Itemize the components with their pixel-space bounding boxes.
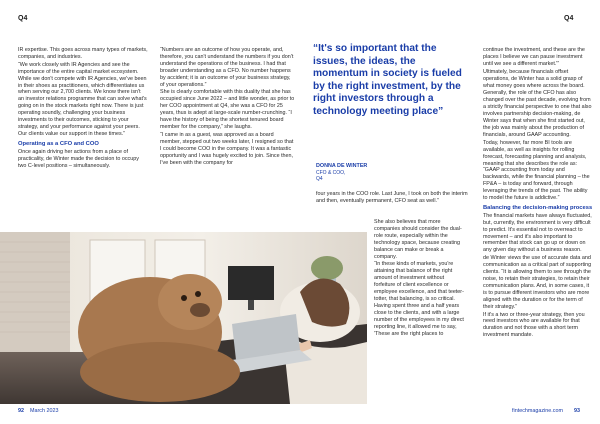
column-2 <box>160 47 296 167</box>
column-3-top <box>316 191 468 206</box>
column-3-wrap <box>374 219 466 338</box>
role-line: CFO & COO, <box>316 170 346 176</box>
paragraph: Generally, the role of the CFO has also changed over the past decade, evolving from a strictly financial perspective to one that also involves partnership decision-making, de Winter says that when she first started out, the job was mainly about the production of financials, around GAAP accounting. <box>483 90 592 138</box>
left-issue-date: March 2023 <box>30 408 59 414</box>
paragraph: four years in the COO role. Last June, I took on both the interim and then, eventually permanent, CFO seat as well.” <box>316 191 468 204</box>
paragraph: Today, however, far more BI tools are available, as well as insights for rolling forecast, forecasting planning and analysis, meaning that she describes the role as: “GAAP accounting from today and backwards, while the financial planning – the FP&A – is today and forward, through leveraging the trends of the past. The ability to model the future is addictive.” <box>483 139 590 202</box>
subheading: Operating as a CFO and COO <box>18 140 99 147</box>
column-1 <box>18 47 148 170</box>
paragraph: If it's a two or three-year strategy, then you need investors who are available for that duration and not those with a short term investment mandate. <box>483 311 585 339</box>
paragraph: “In these kinds of markets, you're attaining that balance of the right amount of investment without forfeiture of client excellence or employee excellence, and that teeter-totter, that balancing, is so critical. Having spent three and a half years close to the clients, and with a large number of the employees in my direct reporting line, it allowed me to say, 'These are the right places to <box>374 261 464 337</box>
paragraph: continue the investment, and these are the places I believe we can pause investment until we see a different market.'” <box>483 47 585 67</box>
paragraph: Ultimately, because financials offset operations, de Winter has a solid grasp of what money goes where across the board. <box>483 68 585 89</box>
column-4 <box>483 47 593 340</box>
paragraph: She also believes that more companies should consider the dual-role route, especially within the technology space, because creating balance can make or break a company. <box>374 219 462 260</box>
paragraph: The financial markets have always fluctuated, but, currently, the environment is very difficult to predict. It's essential not to overreact to movement – and it's also important to remember that stock can go up or down on any given day without a business reason. <box>483 212 592 254</box>
paragraph: de Winter views the use of accurate data and communication as a critical part of supporting clients. “It is allowing them to see through the noise, to retain their strategies, to retain their communication plans. And, in some cases, it is to pursue different investors who are more aligned with the duration or for the term of their strategy.” <box>483 255 592 310</box>
office-photo <box>0 232 367 404</box>
pull-quote: “It's so important that the issues, the ideas, the momentum in society is fueled by the right investment, by the right investors through a technology meeting place” <box>313 43 462 117</box>
role-line: Q4 <box>316 176 323 182</box>
photo-illustration <box>0 232 367 404</box>
right-site-name: fintechmagazine.com <box>512 408 563 414</box>
paragraph: IR expertise. This goes across many types of markets, companies, and industries. <box>18 47 148 60</box>
right-folio: Q4 <box>564 15 574 22</box>
quote-attribution-role <box>316 170 376 182</box>
subheading: Balancing the decision-making process <box>483 204 593 211</box>
paragraph: “Numbers are an outcome of how you operate, and, therefore, you can't understand the numbers if you don't understand the operations of the business. I had that broader understanding as a CFO. No number happens by accident; it is an outcome of your business strategy, of your operations.” <box>160 47 294 88</box>
left-folio: Q4 <box>18 15 28 22</box>
paragraph: She is clearly comfortable with this duality that she has occupied since June 2022 – and little wonder, as prior to her COO appointment at Q4, she was a CFO for 25 years, thus is adept at large-scale number-crunching. “I have the history of being the shortest tenured board member for the company,” she laughs. <box>160 89 295 130</box>
left-page-number: 92 <box>18 408 24 414</box>
quote-attribution-name: DONNA DE WINTER <box>316 163 368 169</box>
paragraph: “I came in as a guest, was approved as a board member, stepped out two weeks later, I resigned so that I could become COO in the company. It was a fantastic opportunity and I was hugely excited to join. Since then, I've been with the company for <box>160 131 294 166</box>
paragraph: Once again driving her actions from a place of practicality, de Winter made the decision to occupy two C-level positions – simultaneously. <box>18 148 139 169</box>
right-page-number: 93 <box>574 408 580 414</box>
paragraph: “We work closely with IR Agencies and see the importance of the entire capital market ecosystem. While we don't compete with IR Agencies, we've been in their shoes as practitioners, which differentiates us when serving our 2,700 clients. We know there isn't an investor relations programme that can solve what's going on in the stock markets right now. There is just operating soundly, challenging your business investments to their outcomes, sticking to your strategy, and your performance against your peers. Our clients value our support in these times.” <box>18 61 147 137</box>
